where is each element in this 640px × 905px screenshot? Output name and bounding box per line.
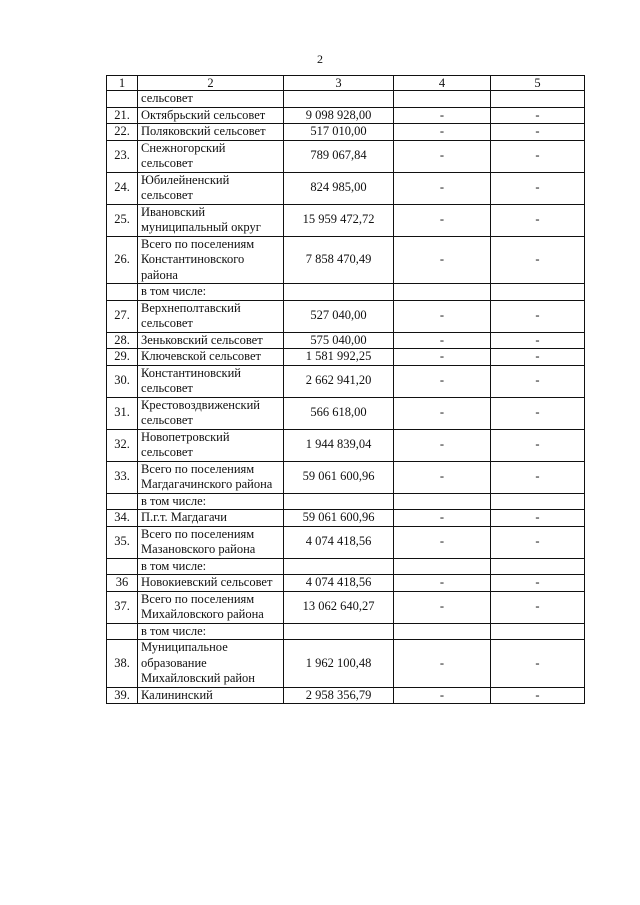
cell-num: 31. [107, 397, 138, 429]
cell-c4 [394, 558, 491, 575]
cell-c4: - [394, 510, 491, 527]
cell-c5: - [491, 124, 585, 141]
cell-c4: - [394, 640, 491, 688]
table-row [107, 397, 585, 429]
cell-name: в том числе: [138, 623, 284, 640]
cell-amount: 1 962 100,48 [284, 640, 394, 688]
cell-c5: - [491, 640, 585, 688]
cell-c5: - [491, 332, 585, 349]
cell-amount: 4 074 418,56 [284, 575, 394, 592]
cell-num [107, 493, 138, 510]
cell-c5: - [491, 397, 585, 429]
cell-num: 26. [107, 236, 138, 284]
cell-name: Калининский [138, 687, 284, 704]
cell-amount: 2 958 356,79 [284, 687, 394, 704]
cell-amount: 59 061 600,96 [284, 461, 394, 493]
cell-c4 [394, 623, 491, 640]
cell-num: 22. [107, 124, 138, 141]
cell-name: Верхнеполтавский сельсовет [138, 300, 284, 332]
table-row [107, 172, 585, 204]
cell-amount [284, 91, 394, 108]
cell-name: Поляковский сельсовет [138, 124, 284, 141]
header-cell-4: 4 [394, 76, 491, 91]
table-row [107, 461, 585, 493]
cell-num: 23. [107, 140, 138, 172]
cell-c5: - [491, 140, 585, 172]
cell-name: Ключевской сельсовет [138, 349, 284, 366]
cell-c4 [394, 284, 491, 301]
cell-num: 38. [107, 640, 138, 688]
cell-amount: 517 010,00 [284, 124, 394, 141]
cell-name: Всего по поселениям Мазановского района [138, 526, 284, 558]
cell-num: 35. [107, 526, 138, 558]
table-row [107, 107, 585, 124]
cell-num: 25. [107, 204, 138, 236]
cell-c5: - [491, 172, 585, 204]
cell-amount [284, 493, 394, 510]
cell-name: сельсовет [138, 91, 284, 108]
cell-c4: - [394, 575, 491, 592]
cell-c5: - [491, 461, 585, 493]
cell-num [107, 558, 138, 575]
cell-name: Зеньковский сельсовет [138, 332, 284, 349]
cell-c4: - [394, 332, 491, 349]
cell-name: в том числе: [138, 558, 284, 575]
cell-c4: - [394, 591, 491, 623]
cell-name: Юбилейненский сельсовет [138, 172, 284, 204]
header-cell-2: 2 [138, 76, 284, 91]
cell-num: 21. [107, 107, 138, 124]
cell-num: 36 [107, 575, 138, 592]
table-row [107, 591, 585, 623]
cell-c4: - [394, 124, 491, 141]
cell-c4: - [394, 365, 491, 397]
table-row [107, 526, 585, 558]
cell-c4: - [394, 140, 491, 172]
table-row [107, 623, 585, 640]
cell-name: Крестовоздвиженский сельсовет [138, 397, 284, 429]
cell-amount [284, 558, 394, 575]
cell-amount: 15 959 472,72 [284, 204, 394, 236]
header-row [107, 76, 585, 91]
cell-c5: - [491, 687, 585, 704]
cell-c4: - [394, 300, 491, 332]
cell-c5: - [491, 365, 585, 397]
cell-amount: 13 062 640,27 [284, 591, 394, 623]
budget-table [106, 75, 585, 704]
cell-c5: - [491, 349, 585, 366]
cell-c5: - [491, 510, 585, 527]
cell-name: Октябрьский сельсовет [138, 107, 284, 124]
table-row [107, 332, 585, 349]
cell-name: Ивановский муниципальный округ [138, 204, 284, 236]
cell-c5: - [491, 236, 585, 284]
cell-c5: - [491, 575, 585, 592]
cell-name: Новокиевский сельсовет [138, 575, 284, 592]
cell-amount: 9 098 928,00 [284, 107, 394, 124]
cell-c5 [491, 493, 585, 510]
table-row [107, 493, 585, 510]
cell-c5 [491, 623, 585, 640]
cell-c5: - [491, 591, 585, 623]
header-cell-1: 1 [107, 76, 138, 91]
cell-amount: 59 061 600,96 [284, 510, 394, 527]
cell-amount [284, 284, 394, 301]
cell-c4 [394, 493, 491, 510]
cell-c5: - [491, 300, 585, 332]
table-row [107, 124, 585, 141]
cell-c4: - [394, 172, 491, 204]
cell-c4: - [394, 526, 491, 558]
header-cell-5: 5 [491, 76, 585, 91]
table-row [107, 284, 585, 301]
cell-num: 28. [107, 332, 138, 349]
cell-name: Всего по поселениям Константиновского района [138, 236, 284, 284]
cell-name: в том числе: [138, 493, 284, 510]
cell-amount: 2 662 941,20 [284, 365, 394, 397]
table-body [107, 91, 585, 704]
table-row [107, 91, 585, 108]
cell-num: 33. [107, 461, 138, 493]
cell-amount: 4 074 418,56 [284, 526, 394, 558]
cell-name: П.г.т. Магдагачи [138, 510, 284, 527]
header-cell-3: 3 [284, 76, 394, 91]
cell-name: в том числе: [138, 284, 284, 301]
cell-name: Муниципальное образование Михайловский район [138, 640, 284, 688]
table-row [107, 429, 585, 461]
table-row [107, 349, 585, 366]
page-number: 2 [317, 52, 323, 66]
cell-name: Константиновский сельсовет [138, 365, 284, 397]
cell-c5: - [491, 526, 585, 558]
cell-c5 [491, 91, 585, 108]
cell-amount: 575 040,00 [284, 332, 394, 349]
table-row [107, 236, 585, 284]
table-row [107, 365, 585, 397]
cell-c5 [491, 284, 585, 301]
cell-num: 37. [107, 591, 138, 623]
cell-amount: 7 858 470,49 [284, 236, 394, 284]
table-row [107, 140, 585, 172]
cell-c4: - [394, 429, 491, 461]
cell-c5 [491, 558, 585, 575]
cell-amount [284, 623, 394, 640]
cell-amount: 1 581 992,25 [284, 349, 394, 366]
table-row [107, 575, 585, 592]
cell-name: Снежногорский сельсовет [138, 140, 284, 172]
cell-c4: - [394, 461, 491, 493]
table-row [107, 558, 585, 575]
cell-c4: - [394, 397, 491, 429]
cell-c5: - [491, 107, 585, 124]
cell-c5: - [491, 429, 585, 461]
cell-num: 34. [107, 510, 138, 527]
cell-name: Новопетровский сельсовет [138, 429, 284, 461]
cell-name: Всего по поселениям Магдагачинского района [138, 461, 284, 493]
cell-num [107, 91, 138, 108]
cell-num: 24. [107, 172, 138, 204]
cell-name: Всего по поселениям Михайловского района [138, 591, 284, 623]
cell-c4: - [394, 107, 491, 124]
cell-amount: 789 067,84 [284, 140, 394, 172]
table-row [107, 510, 585, 527]
cell-num [107, 284, 138, 301]
cell-c4 [394, 91, 491, 108]
table-row [107, 640, 585, 688]
cell-amount: 527 040,00 [284, 300, 394, 332]
cell-num: 27. [107, 300, 138, 332]
cell-c5: - [491, 204, 585, 236]
table-row [107, 204, 585, 236]
cell-num: 32. [107, 429, 138, 461]
cell-amount: 1 944 839,04 [284, 429, 394, 461]
cell-c4: - [394, 687, 491, 704]
table-row [107, 687, 585, 704]
cell-amount: 566 618,00 [284, 397, 394, 429]
table-row [107, 300, 585, 332]
cell-c4: - [394, 349, 491, 366]
cell-amount: 824 985,00 [284, 172, 394, 204]
cell-num: 29. [107, 349, 138, 366]
cell-c4: - [394, 236, 491, 284]
cell-num [107, 623, 138, 640]
cell-num: 39. [107, 687, 138, 704]
cell-num: 30. [107, 365, 138, 397]
cell-c4: - [394, 204, 491, 236]
